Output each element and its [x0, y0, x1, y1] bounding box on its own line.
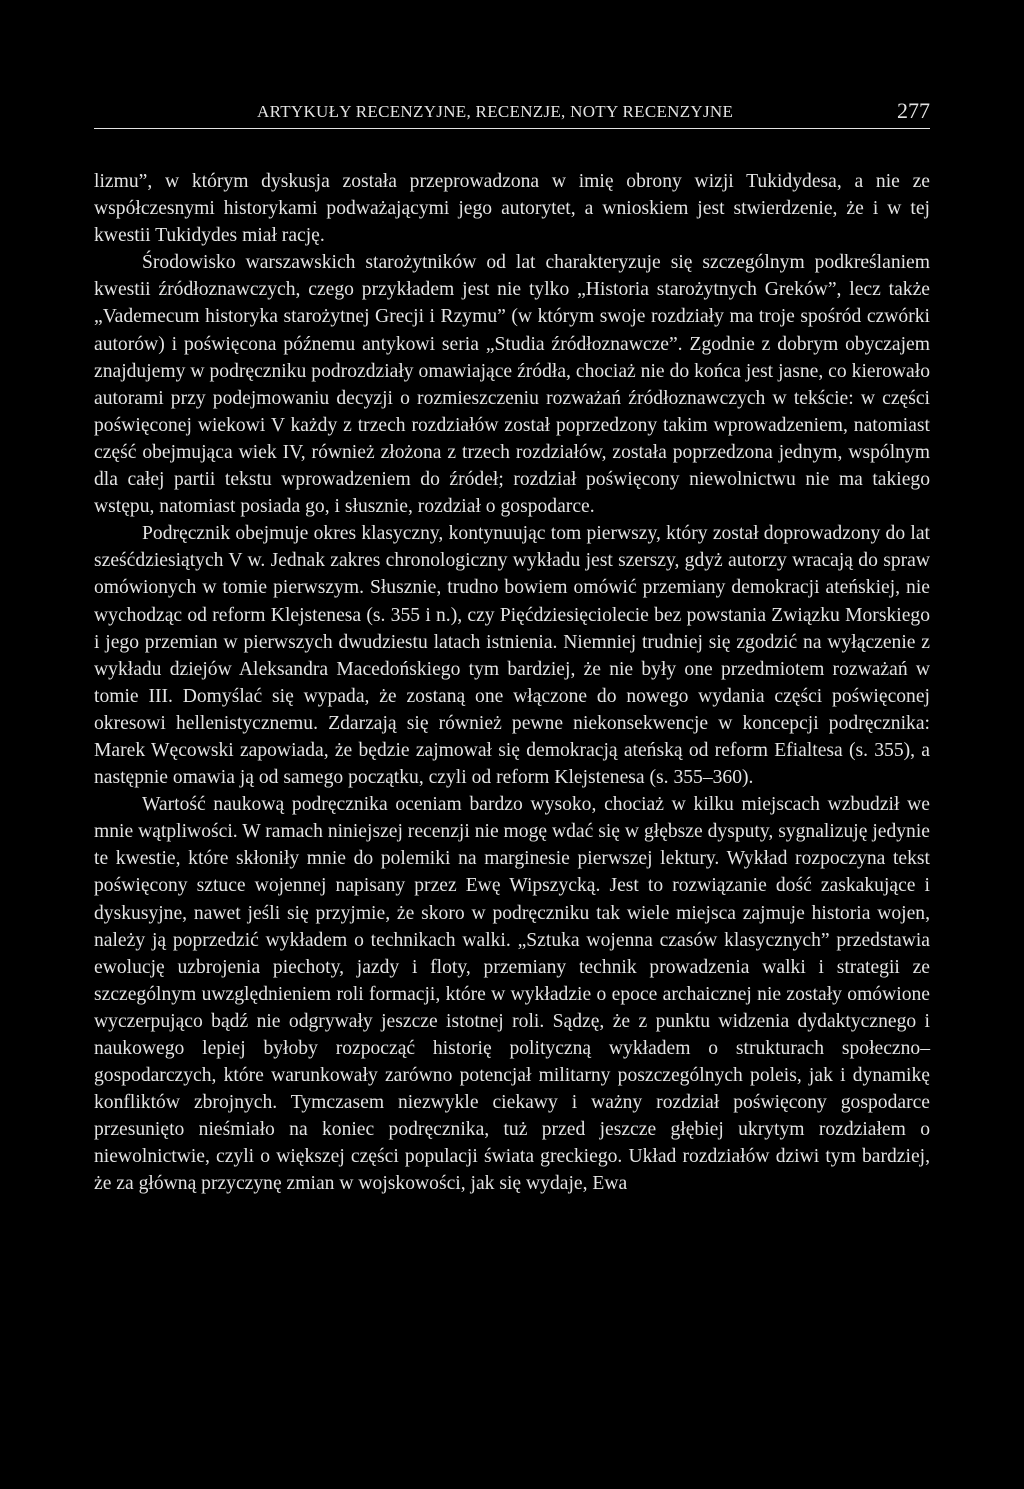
- paragraph-continuation: lizmu”, w którym dyskusja została przeprowadzona w imię obrony wizji Tukidydesa, a nie ze współczesnymi historykami podważającymi jego autorytet, a wnioskiem jest stwierdzenie, że i w tej kwestii Tukidydes miał rację.: [94, 171, 930, 247]
- running-head-title: ARTYKUŁY RECENZYJNE, RECENZJE, NOTY RECENZYJNE: [257, 102, 734, 121]
- paragraph-evaluation: Wartość naukową podręcznika oceniam bardzo wysoko, chociaż w kilku miejscach wzbudził we mnie wątpliwości. W ramach niniejszej recenzji nie mogę wdać się w głębsze dysputy, sygnalizuję jedynie te kwestie, które skłoniły mnie do polemiki na marginesie pierwszej lektury. Wykład rozpoczyna tekst poświęcony sztuce wojennej napisany przez Ewę Wipszycką. Jest to rozwiązanie dość zaskakujące i dyskusyjne, nawet jeśli się przyjmie, że skoro w podręczniku tak wiele miejsca zajmuje historia wojen, należy ją poprzedzić wykładem o technikach walki. „Sztuka wojenna czasów klasycznych” przedstawia ewolucję uzbrojenia piechoty, jazdy i floty, przemiany technik prowadzenia walki i strategii ze szczególnym uwzględnieniem roli formacji, które w wykładzie o epoce archaicznej nie zostały omówione wyczerpująco bądź nie odgrywały jeszcze istotnej roli. Sądzę, że z punktu widzenia dydaktycznego i naukowego lepiej byłoby rozpocząć historię polityczną wykładem o strukturach społeczno–gospodarczych, które warunkowały zarówno potencjał militarny poszczególnych poleis, jak i dynamikę konfliktów zbrojnych. Tymczasem niezwykle ciekawy i ważny rozdział poświęcony gospodarce przesunięto nieśmiało na koniec podręcznika, tuż przed jeszcze głębiej ukrytym rozdziałem o niewolnictwie, czyli o większej części populacji świata greckiego. Układ rozdziałów dziwi tym bardziej, że za główną przyczynę zmian w wojskowości, jak się wydaje, Ewa: [94, 794, 930, 1195]
- article-body: [94, 168, 930, 1198]
- paragraph-scope: Podręcznik obejmuje okres klasyczny, kontynuując tom pierwszy, który został doprowadzony do lat sześćdziesiątych V w. Jednak zakres chronologiczny wykładu jest szerszy, gdyż autorzy wracają do spraw omówionych w tomie pierwszym. Słusznie, trudno bowiem omówić przemiany demokracji ateńskiej, nie wychodząc od reform Klejstenesa (s. 355 i n.), czy Pięćdziesięciolecie bez powstania Związku Morskiego i jego przemian w pierwszych dwudziestu latach istnienia. Niemniej trudniej się zgodzić na wyłączenie z wykładu dziejów Aleksandra Macedońskiego tym bardziej, że nie były one przedmiotem rozważań w tomie III. Domyślać się wypada, że zostaną one włączone do nowego wydania części poświęconej okresowi hellenistycznemu. Zdarzają się również pewne niekonsekwencje w koncepcji podręcznika: Marek Węcowski zapowiada, że będzie zajmował się demokracją ateńską od reform Efialtesa (s. 355), a następnie omawia ją od samego początku, czyli od reform Klejstenesa (s. 355–360).: [94, 523, 930, 789]
- running-header: [94, 98, 930, 129]
- paragraph-sources: Środowisko warszawskich starożytników od lat charakteryzuje się szczególnym podkreślaniem kwestii źródłoznawczych, czego przykładem jest nie tylko „Historia starożytnych Greków”, lecz także „Vademecum historyka starożytnej Grecji i Rzymu” (w którym swoje rozdziały ma troje spośród czwórki autorów) i poświęcona późnemu antykowi seria „Studia źródłoznawcze”. Zgodnie z dobrym obyczajem znajdujemy w podręczniku podrozdziały omawiające źródła, chociaż nie do końca jest jasne, co kierowało autorami przy podejmowaniu decyzji o rozmieszczeniu rozważań źródłoznawczych w tekście: w części poświęconej wiekowi V każdy z trzech rozdziałów został poprzedzony takim wprowadzeniem, natomiast część obejmująca wiek IV, również złożona z trzech rozdziałów, została poprzedzona jednym, wspólnym dla całej partii tekstu wprowadzeniem do źródeł; rozdział poświęcony niewolnictwu nie ma takiego wstępu, natomiast posiada go, i słusznie, rozdział o gospodarce.: [94, 252, 930, 518]
- page-number: 277: [897, 98, 930, 123]
